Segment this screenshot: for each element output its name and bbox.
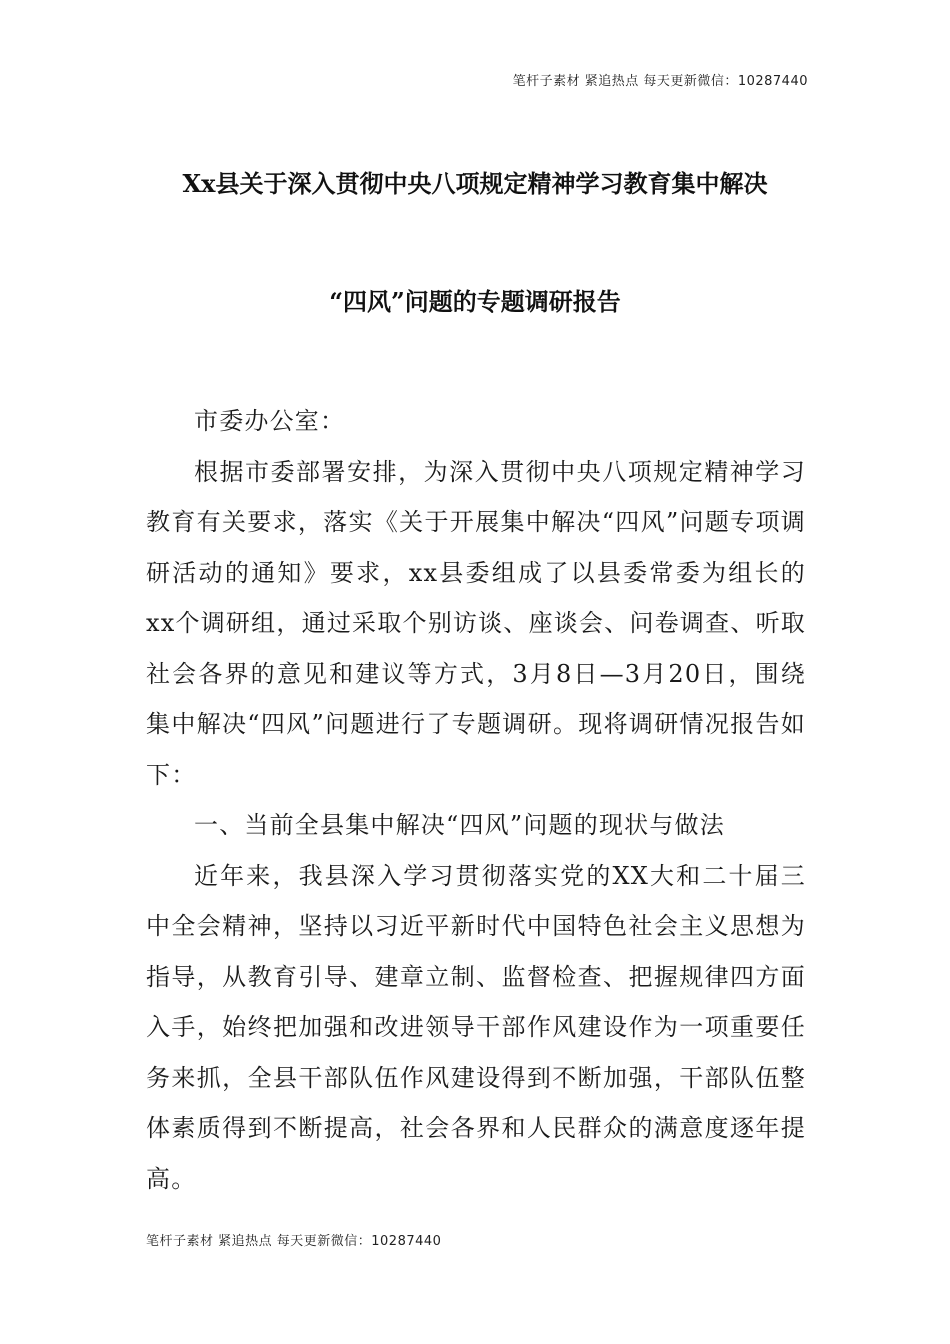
paragraph-status: 近年来，我县深入学习贯彻落实党的XX大和二十届三中全会精神，坚持以习近平新时代中国特色社会主义思想为指导，从教育引导、建章立制、监督检查、把握规律四方面入手，始终把加强和改进领导干部作风建设作为一项重要任务来抓，全县干部队伍作风建设得到不断加强，干部队伍整体素质得到不断提高，社会各界和人民群众的满意度逐年提高。 bbox=[146, 861, 806, 1193]
document-title-line-2: “四风”问题的专题调研报告 bbox=[329, 287, 621, 316]
header-note: 笔杆子素材 紧追热点 每天更新微信：10287440 bbox=[512, 74, 808, 89]
addressee: 市委办公室： bbox=[194, 407, 346, 435]
document-title-line-1: Xx县关于深入贯彻中央八项规定精神学习教育集中解决 bbox=[182, 169, 768, 198]
section-heading: 一、当前全县集中解决“四风”问题的现状与做法 bbox=[194, 811, 725, 839]
document-body bbox=[146, 396, 806, 1204]
footer-note: 笔杆子素材 紧追热点 每天更新微信：10287440 bbox=[146, 1234, 442, 1249]
paragraph-intro: 根据市委部署安排，为深入贯彻中央八项规定精神学习教育有关要求，落实《关于开展集中解决“四风”问题专项调研活动的通知》要求，xx县委组成了以县委常委为组长的xx个调研组，通过采取个别访谈、座谈会、问卷调查、听取社会各界的意见和建议等方式，3月8日—3月20日，围绕集中解决“四风”问题进行了专题调研。现将调研情况报告如下： bbox=[146, 457, 806, 789]
